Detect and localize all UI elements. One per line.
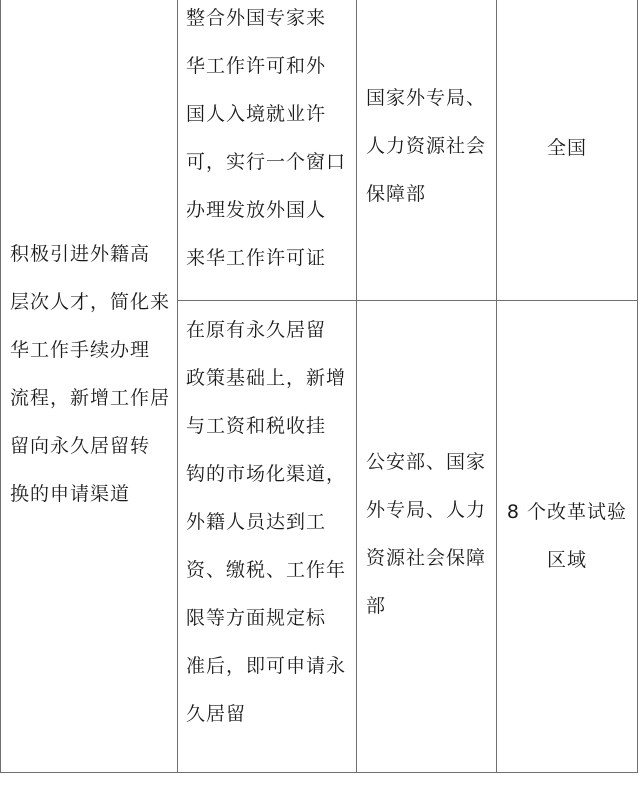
cell-text-line: 区域: [546, 549, 587, 571]
cell-text-line: 外专局、人力: [366, 499, 487, 521]
cell-text-line: 全国: [546, 137, 587, 159]
cell-text-line: 国家外专局、: [366, 87, 487, 109]
cell-text-line: 限等方面规定标: [186, 607, 327, 629]
cell-text-line: 政策基础上，新增: [186, 367, 347, 389]
cell-text-line: 留向永久居留转: [10, 435, 151, 457]
cell-text-line: 外籍人员达到工: [186, 511, 327, 533]
cell-text-line: 华工作许可和外: [186, 55, 327, 77]
cell-text-line: 久居留: [186, 703, 247, 725]
measure-cell: [186, 306, 354, 738]
cell-text-line: 部: [366, 595, 387, 617]
cell-text-line: 在原有永久居留: [186, 319, 327, 341]
cell-text-line: 准后，即可申请永: [186, 655, 347, 677]
cell-text-line: 国人入境就业许: [186, 103, 327, 125]
cell-text-line: 换的申请渠道: [10, 483, 131, 505]
cell-text-line: 公安部、国家: [366, 451, 487, 473]
cell-text-line: 钩的市场化渠道，: [186, 463, 347, 485]
cell-text-line: 与工资和税收挂: [186, 415, 327, 437]
policy-item-cell: [10, 230, 175, 518]
scope-cell: [497, 124, 637, 172]
scope-cell: [497, 488, 637, 584]
department-cell: [366, 74, 494, 218]
department-cell: [366, 438, 494, 630]
row-divider: [177, 300, 638, 301]
cell-text-line: 可，实行一个窗口: [186, 151, 347, 173]
column-divider: [356, 0, 357, 773]
cell-text-line: 8 个改革试验: [506, 501, 628, 523]
cell-text-line: 积极引进外籍高: [10, 243, 151, 265]
cell-text-line: 保障部: [366, 183, 427, 205]
column-divider: [496, 0, 497, 773]
cell-text-line: 资源社会保障: [366, 547, 487, 569]
cell-text-line: 资、缴税、工作年: [186, 559, 347, 581]
cell-text-line: 华工作手续办理: [10, 339, 151, 361]
row-divider: [0, 772, 638, 773]
cell-text-line: 办理发放外国人: [186, 199, 327, 221]
column-divider: [177, 0, 178, 773]
cell-text-line: 人力资源社会: [366, 135, 487, 157]
cell-text-line: 流程，新增工作居: [10, 387, 171, 409]
cell-text-line: 整合外国专家来: [186, 7, 327, 29]
column-divider: [0, 0, 1, 773]
cell-text-line: 层次人才，简化来: [10, 291, 171, 313]
cell-text-line: 来华工作许可证: [186, 247, 327, 269]
measure-cell: [186, 0, 354, 282]
column-divider: [637, 0, 638, 773]
